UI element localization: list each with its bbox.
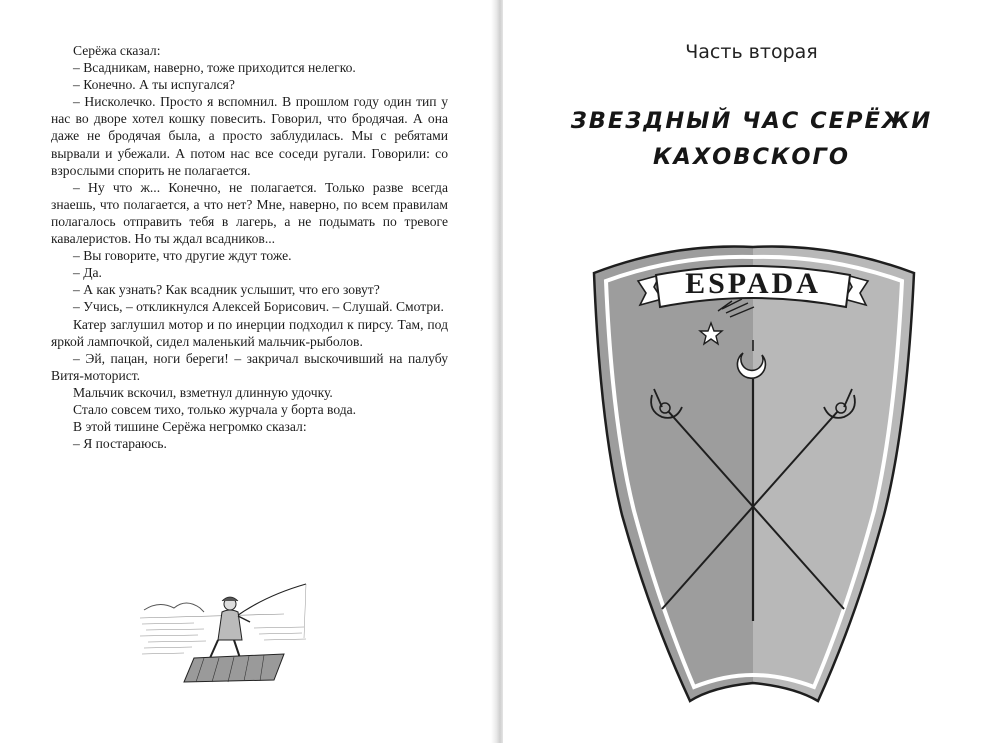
paragraph: – Ну что ж... Конечно, не полагается. Только разве всегда знаешь, что полагается, а что нет? Мне, наверно, по всем правилам полагалось отправить тебя в лагерь, а не подымать по тревоге кавалеристов. Но ты ждал всадников... — [51, 179, 448, 247]
paragraph: – Я постараюсь. — [73, 436, 167, 452]
paragraph: – Да. — [73, 265, 102, 281]
paragraph: Серёжа сказал: — [73, 43, 161, 58]
paragraph: В этой тишине Серёжа негромко сказал: — [73, 419, 307, 435]
fisherman-illustration — [134, 578, 314, 688]
paragraph: Стало совсем тихо, только журчала у борта вода. — [73, 401, 357, 417]
right-page — [503, 0, 1000, 743]
left-page — [0, 0, 497, 743]
chapter-title — [503, 103, 1000, 175]
paragraph: – Эй, пацан, ноги береги! – закричал выскочивший на палубу Витя-моторист. — [51, 350, 448, 383]
paragraph: – Конечно. А ты испугался? — [73, 77, 235, 93]
part-label: Часть вторая — [685, 41, 818, 63]
paragraph: – А как узнать? Как всадник услышит, что его зовут? — [73, 282, 380, 298]
banner-text: ESPADA — [685, 267, 821, 300]
paragraph: Катер заглушил мотор и по инерции подходил к пирсу. Там, под яркой лампочкой, сидел маленький мальчик-рыболов. — [51, 316, 448, 349]
chapter-title-line-2: КАХОВСКОГО — [653, 144, 850, 170]
paragraph: – Вы говорите, что другие ждут тоже. — [73, 248, 292, 264]
chapter-title-line-1: ЗВЕЗДНЫЙ ЧАС СЕРЁЖИ — [570, 108, 933, 134]
paragraph: – Нисколечко. Просто я вспомнил. В прошлом году один тип у нас во дворе хотел кошку повесить. Говорил, что бродячая. А она даже не бродячая была, а просто заблудилась. Мы с ребятами вырвали и убежали. А потом нас все соседи ругали. Говорили: со взрослыми спорить не полагается. — [51, 94, 448, 178]
paragraph: Мальчик вскочил, взметнул длинную удочку. — [73, 384, 333, 400]
espada-shield-emblem — [582, 235, 925, 725]
body-text — [51, 42, 448, 452]
paragraph: – Всадникам, наверно, тоже приходится нелегко. — [73, 60, 356, 76]
paragraph: – Учись, – откликнулся Алексей Борисович. – Слушай. Смотри. — [73, 299, 444, 315]
